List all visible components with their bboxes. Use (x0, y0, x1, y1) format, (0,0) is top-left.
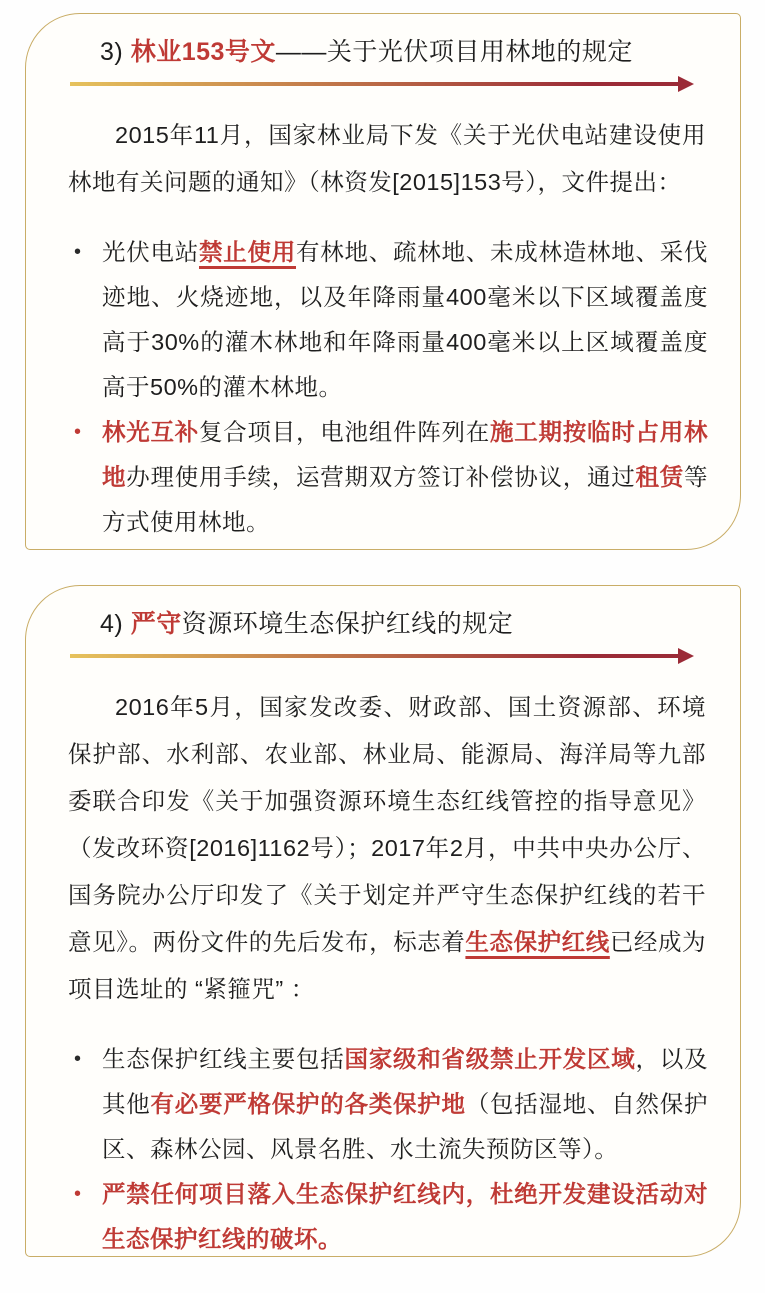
text-segment: 等方式使用林地。 (102, 463, 708, 535)
bullet-list (68, 230, 708, 545)
arrow-head-icon (678, 648, 694, 664)
text-segment: 林光互补 (102, 418, 199, 445)
text-segment: 光伏电站 (102, 238, 199, 265)
intro-paragraph (68, 684, 706, 1013)
text-segment: 严禁任何项目落入生态保护红线内，杜绝开发建设活动对生态保护红线的破坏。 (102, 1180, 708, 1252)
bullet-text (102, 1037, 708, 1172)
text-segment: 有林地、疏林地、未成林造林地、采伐迹地、火烧迹地，以及年降雨量400毫米以下区域覆盖度高于30%的灌木林地和年降雨量400毫米以上区域覆盖度高于50%的灌木林地。 (102, 238, 708, 400)
bullet-marker: • (74, 1047, 82, 1070)
text-segment: 禁止使用 (199, 238, 296, 265)
bullet-text (102, 410, 708, 545)
bullet-text (102, 1172, 708, 1258)
text-segment: 生态保护红线 (465, 928, 610, 955)
text-segment: （包括湿地、自然保护区、森林公园、风景名胜、水土流失预防区等）。 (102, 1090, 708, 1162)
text-segment: 办理使用手续，运营期双方签订补偿协议，通过 (126, 463, 636, 490)
text-segment: 已经成为项目选址的 “紧箍咒” ： (68, 928, 707, 1002)
text-segment: 严守 (130, 610, 182, 638)
text-segment: 林业153号文 (130, 38, 276, 66)
text-segment: 3) (100, 38, 131, 66)
list-item (68, 1037, 708, 1172)
regulation-card-ecological-redline (25, 585, 741, 1257)
list-item (68, 1172, 708, 1258)
bullet-text (102, 230, 708, 410)
arrow-head-icon (678, 76, 694, 92)
bullet-marker: • (74, 1182, 82, 1205)
text-segment: 有必要严格保护的各类保护地 (150, 1090, 466, 1117)
text-segment: 4) (100, 610, 131, 638)
gradient-arrow-divider (70, 654, 680, 658)
text-segment: ，以及其他 (102, 1045, 708, 1117)
text-segment: 2016年5月，国家发改委、财政部、国土资源部、环境保护部、水利部、农业部、林业局、能源局、海洋局等九部委联合印发《关于加强资源环境生态红线管控的指导意见》（发改环资[2016]1162号）；2017年2月，中共中央办公厅、国务院办公厅印发了《关于划定并严守生态保护红线的若干意见》。两份文件的先后发布，标志着 (68, 693, 706, 955)
intro-paragraph (68, 112, 706, 206)
text-segment: 租赁 (635, 463, 684, 490)
bullet-list (68, 1037, 708, 1258)
list-item (68, 410, 708, 545)
regulation-card-forestry-153 (25, 13, 741, 550)
text-segment: 生态保护红线主要包括 (102, 1045, 345, 1072)
text-segment: 复合项目，电池组件阵列在 (199, 418, 490, 445)
text-segment: 国家级和省级禁止开发区域 (344, 1045, 636, 1072)
text-segment: 施工期按临时占用林地 (102, 418, 708, 490)
gradient-arrow-divider (70, 82, 680, 86)
text-segment: 2015年11月，国家林业局下发《关于光伏电站建设使用林地有关问题的通知》（林资发[2015]153号），文件提出： (68, 121, 706, 195)
list-item (68, 230, 708, 410)
bullet-marker: • (74, 420, 82, 443)
section-heading (60, 604, 710, 644)
text-segment: 资源环境生态保护红线的规定 (181, 610, 514, 638)
section-heading (60, 32, 710, 72)
bullet-marker: • (74, 240, 82, 263)
text-segment: ——关于光伏项目用林地的规定 (275, 38, 633, 66)
